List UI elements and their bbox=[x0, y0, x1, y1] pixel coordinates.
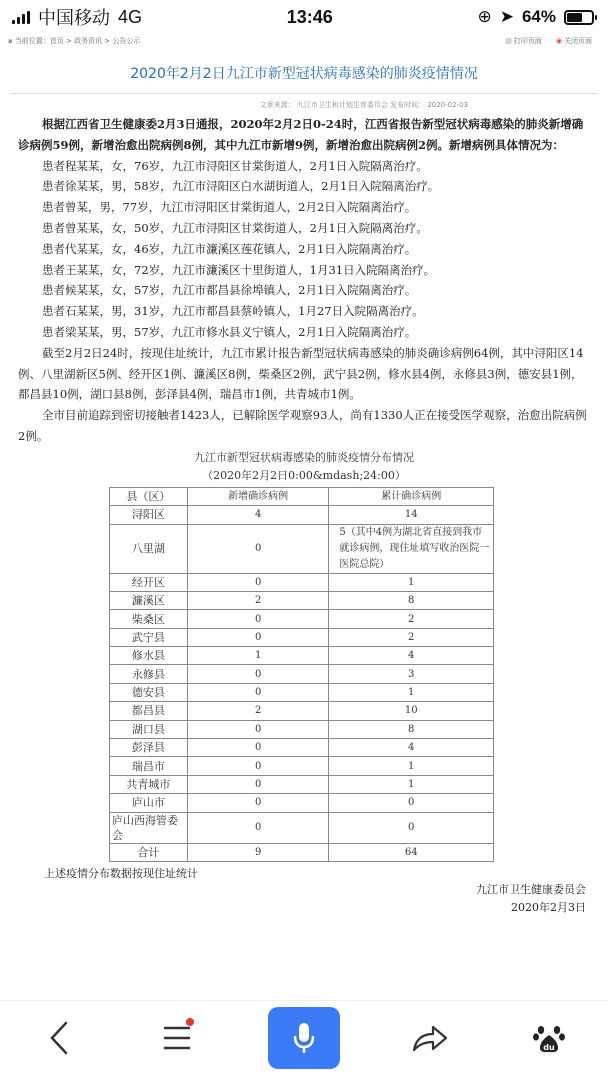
total-cases-cell: 64 bbox=[329, 843, 494, 861]
table-row bbox=[110, 794, 494, 812]
article-title: 2020年2月2日九江市新型冠状病毒感染的肺炎疫情情况 bbox=[10, 54, 598, 94]
baidu-paw-icon bbox=[532, 1021, 566, 1055]
total-cases-cell: 4 bbox=[329, 647, 494, 665]
new-cases-cell: 0 bbox=[187, 794, 329, 812]
total-cases-cell: 1 bbox=[329, 683, 494, 701]
county-cell: 武宁县 bbox=[110, 628, 188, 646]
menu-button[interactable] bbox=[150, 1010, 206, 1066]
new-cases-cell: 1 bbox=[187, 647, 329, 665]
total-cases-cell: 4 bbox=[329, 739, 494, 757]
network-type: 4G bbox=[118, 6, 143, 27]
share-button[interactable] bbox=[402, 1010, 458, 1066]
patient-item: 患者候某某，女，57岁，九江市都昌县徐埠镇人，2月1日入院隔离治疗。 bbox=[42, 283, 417, 298]
total-cases-cell: 14 bbox=[329, 506, 494, 524]
county-cell: 德安县 bbox=[110, 683, 188, 701]
new-cases-cell: 9 bbox=[187, 843, 329, 861]
table-header-row bbox=[110, 487, 494, 505]
new-cases-cell: 0 bbox=[187, 775, 329, 793]
close-page-link[interactable] bbox=[556, 36, 592, 46]
status-bar bbox=[0, 0, 608, 34]
table-row bbox=[110, 683, 494, 701]
new-cases-cell: 4 bbox=[187, 506, 329, 524]
header-new-cases: 新增确诊病例 bbox=[187, 487, 329, 505]
total-cases-cell: 8 bbox=[329, 591, 494, 609]
header-total-cases: 累计确诊病例 bbox=[329, 487, 494, 505]
distribution-table bbox=[109, 487, 494, 862]
table-row bbox=[110, 506, 494, 524]
total-cases-cell: 1 bbox=[329, 775, 494, 793]
print-label: 打印页面 bbox=[513, 37, 542, 45]
county-cell: 修水县 bbox=[110, 647, 188, 665]
table-row bbox=[110, 647, 494, 665]
baidu-button[interactable] bbox=[521, 1010, 577, 1066]
table-row bbox=[110, 610, 494, 628]
total-cases-cell: 8 bbox=[329, 720, 494, 738]
patient-item: 患者程某某，女，76岁，九江市浔阳区甘棠街道人，2月1日入院隔离治疗。 bbox=[42, 158, 428, 173]
new-cases-cell: 0 bbox=[187, 683, 329, 701]
county-cell: 濂溪区 bbox=[110, 591, 188, 609]
breadcrumb-bar bbox=[0, 34, 608, 48]
county-cell: 浔阳区 bbox=[110, 506, 188, 524]
patient-item: 患者梁某某，男，57岁，九江市修水县义宁镇人，2月1日入院隔离治疗。 bbox=[42, 324, 417, 339]
total-cases-cell: 2 bbox=[329, 610, 494, 628]
total-cases-cell: 3 bbox=[329, 665, 494, 683]
article-body bbox=[0, 114, 608, 447]
location-arrow-icon: ➤ bbox=[499, 7, 514, 26]
share-icon bbox=[411, 1022, 449, 1054]
print-page-link[interactable] bbox=[505, 36, 542, 46]
county-cell: 瑞昌市 bbox=[110, 757, 188, 775]
patient-item: 患者曾某某，女，50岁，九江市浔阳区甘棠街道人，2月1日入院隔离治疗。 bbox=[42, 220, 428, 235]
patient-list bbox=[18, 156, 592, 343]
new-cases-cell: 0 bbox=[187, 628, 329, 646]
new-cases-cell: 0 bbox=[187, 739, 329, 757]
patient-item: 患者石某某，男，31岁，九江市都昌县蔡岭镇人，1月27日入院隔离治疗。 bbox=[42, 304, 424, 319]
summary-paragraph-2: 全市目前追踪到密切接触者1423人，已解除医学观察93人，尚有1330人正在接受医学观察，治愈出院病例2例。 bbox=[18, 408, 587, 443]
battery-icon bbox=[564, 10, 594, 25]
county-cell: 合计 bbox=[110, 843, 188, 861]
patient-item: 患者代某某，女，46岁，九江市濂溪区莲花镇人，2月1日入院隔离治疗。 bbox=[42, 241, 417, 256]
county-cell: 柴桑区 bbox=[110, 610, 188, 628]
signal-icon bbox=[12, 10, 30, 24]
close-icon: ◉ bbox=[555, 37, 562, 45]
table-row bbox=[110, 628, 494, 646]
menu-icon bbox=[163, 1025, 193, 1051]
chevron-left-icon bbox=[48, 1020, 70, 1056]
total-cases-cell: 5（其中4例为湖北省直接到我市就诊病例，现住址填写收治医院一医院总院） bbox=[329, 524, 494, 573]
county-cell: 彭泽县 bbox=[110, 739, 188, 757]
new-cases-cell: 0 bbox=[187, 757, 329, 775]
county-cell: 共青城市 bbox=[110, 775, 188, 793]
new-cases-cell: 0 bbox=[187, 812, 329, 843]
microphone-icon bbox=[292, 1021, 316, 1055]
new-cases-cell: 0 bbox=[187, 573, 329, 591]
total-cases-cell: 10 bbox=[329, 702, 494, 720]
article-source: 文章来源： 九江市卫生和计划生育委员会 发布时间： 2020-02-03 bbox=[259, 101, 468, 109]
total-cases-cell: 0 bbox=[329, 812, 494, 843]
table-row bbox=[110, 757, 494, 775]
table-subtitle: （2020年2月2日0:00&mdash;24:00） bbox=[202, 468, 406, 482]
table-row bbox=[110, 775, 494, 793]
county-cell: 庐山市 bbox=[110, 794, 188, 812]
table-row bbox=[110, 702, 494, 720]
new-cases-cell: 2 bbox=[187, 702, 329, 720]
browser-bottom-bar bbox=[0, 1000, 608, 1080]
table-row bbox=[110, 524, 494, 573]
patient-item: 患者王某某，女，72岁，九江市濂溪区十里街道人，1月31日入院隔离治疗。 bbox=[42, 262, 436, 277]
table-row bbox=[110, 812, 494, 843]
new-cases-cell: 2 bbox=[187, 591, 329, 609]
header-county: 县（区） bbox=[110, 487, 188, 505]
table-row bbox=[110, 591, 494, 609]
new-cases-cell: 0 bbox=[187, 610, 329, 628]
new-cases-cell: 0 bbox=[187, 720, 329, 738]
clock: 13:46 bbox=[286, 6, 333, 27]
svg-text:du: du bbox=[543, 1042, 555, 1052]
summary-paragraph-1: 截至2月2日24时，按现住址统计，九江市累计报告新型冠状病毒感染的肺炎确诊病例64例，其中浔阳区14例、八里湖新区5例、经开区1例、濂溪区8例，柴桑区2例，武宁县2例，修水县4例，永修县3例，德安县1例，都昌县10例，湖口县8例，彭泽县4例，瑞昌市1例，共青城市1例。 bbox=[18, 345, 584, 402]
sign-date: 2020年2月3日 bbox=[511, 901, 586, 914]
county-cell: 经开区 bbox=[110, 573, 188, 591]
new-cases-cell: 0 bbox=[187, 524, 329, 573]
table-row bbox=[110, 843, 494, 861]
county-cell: 永修县 bbox=[110, 665, 188, 683]
total-cases-cell: 1 bbox=[329, 757, 494, 775]
voice-search-button[interactable] bbox=[268, 1007, 340, 1069]
patient-item: 患者徐某某，男，58岁，九江市浔阳区白水湖街道人，2月1日入院隔离治疗。 bbox=[42, 179, 440, 194]
notification-dot bbox=[186, 1018, 194, 1026]
home-icon: ▪ bbox=[8, 37, 13, 45]
breadcrumb[interactable]: 当前位置：首页 > 政务资讯 > 公告公示 bbox=[14, 37, 141, 45]
table-title: 九江市新型冠状病毒感染的肺炎疫情分布情况 bbox=[194, 450, 414, 464]
sign-org: 九江市卫生健康委员会 bbox=[476, 883, 586, 896]
total-cases-cell: 1 bbox=[329, 573, 494, 591]
table-row bbox=[110, 720, 494, 738]
county-cell: 湖口县 bbox=[110, 720, 188, 738]
county-cell: 都昌县 bbox=[110, 702, 188, 720]
close-label: 关闭页面 bbox=[564, 37, 592, 45]
total-cases-cell: 0 bbox=[329, 794, 494, 812]
table-row bbox=[110, 573, 494, 591]
table-row bbox=[110, 665, 494, 683]
battery-percent: 64% bbox=[521, 7, 556, 26]
orientation-lock-icon: ⊕ bbox=[477, 7, 492, 26]
county-cell: 庐山西海管委会 bbox=[110, 812, 188, 843]
print-icon: ▤ bbox=[505, 37, 512, 45]
total-cases-cell: 2 bbox=[329, 628, 494, 646]
table-note: 上述疫情分布数据按现住址统计 bbox=[44, 867, 198, 880]
back-button[interactable] bbox=[31, 1010, 87, 1066]
table-row bbox=[110, 739, 494, 757]
county-cell: 八里湖 bbox=[110, 524, 188, 573]
lead-paragraph: 根据江西省卫生健康委2月3日通报，2020年2月2日0-24时，江西省报告新型冠状病毒感染的肺炎新增确诊病例59例，新增治愈出院病例8例，其中九江市新增9例，新增治愈出院病例2例。新增病例具体情况为： bbox=[18, 117, 584, 152]
patient-item: 患者曾某，男，77岁，九江市浔阳区甘棠街道人，2月2日入院隔离治疗。 bbox=[42, 200, 417, 215]
carrier-name: 中国移动 bbox=[38, 8, 110, 28]
new-cases-cell: 0 bbox=[187, 665, 329, 683]
